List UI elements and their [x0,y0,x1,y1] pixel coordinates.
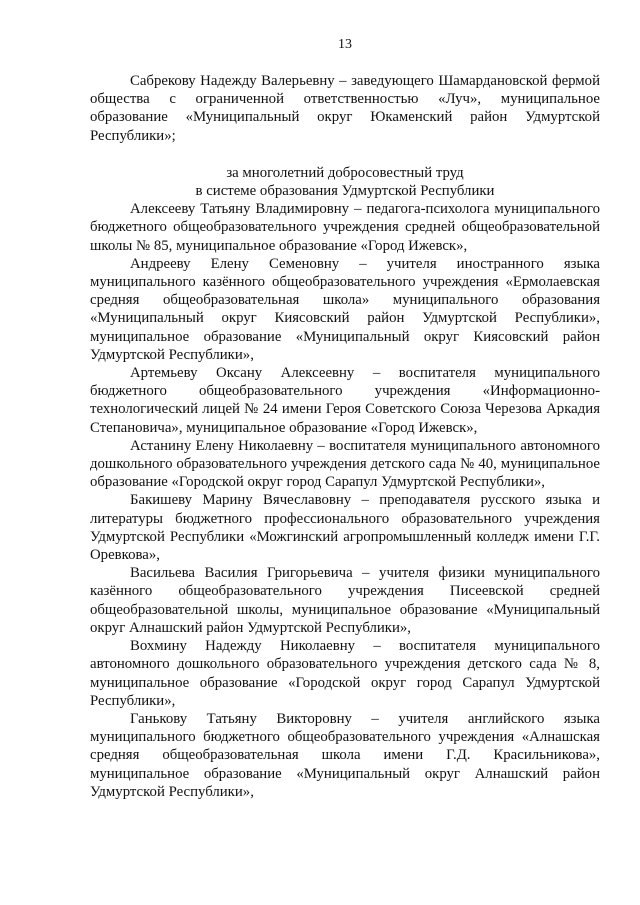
section-heading-line-2: в системе образования Удмуртской Республики [195,183,495,200]
page-number: 13 [338,37,352,52]
awardee-paragraph: Артемьеву Оксану Алексеевну – воспитателя муниципального бюджетного общеобразовательного учреждения «Информационно-технологический лицей № 24 имени Героя Советского Союза Черезова Аркадия Степановича», муниципальное образование «Город Ижевск», [90,365,600,436]
awardee-paragraph: Бакишеву Марину Вячеславовну – преподавателя русского языка и литературы бюджетного профессионального образовательного учреждения Удмуртской Республики «Можгинский агропромышленный колледж имени Г.Г. Оревкова», [90,492,600,564]
awardee-paragraph: Васильева Василия Григорьевича – учителя физики муниципального казённого общеобразовательного учреждения Писеевской средней общеобразовательной школы, муниципальное образование «Муниципальный округ Алнашский район Удмуртской Республики», [90,565,600,636]
awardee-paragraph: Ганькову Татьяну Викторовну – учителя английского языка муниципального бюджетного общеобразовательного учреждения «Алнашская средняя общеобразовательная школа имени Г.Д. Красильникова», муниципальное образование «Муниципальный округ Алнашский район Удмуртской Республики», [90,710,600,800]
intro-paragraph: Сабрекову Надежду Валерьевну – заведующего Шамардановской фермой общества с ограниченной ответственностью «Луч», муниципальное образование «Муниципальный округ Юкаменский район Удмуртской Республики»; [90,73,600,144]
awardee-paragraph: Астанину Елену Николаевну – воспитателя муниципального автономного дошкольного образовательного учреждения детского сада № 40, муниципальное образование «Городской округ город Сарапул Удмуртской Республики», [90,437,600,491]
section-heading [90,164,600,200]
awardee-paragraph: Алексееву Татьяну Владимировну – педагога-психолога муниципального бюджетного общеобразовательного учреждения средней общеобразовательной школы № 85, муниципальное образование «Город Ижевск», [90,201,600,254]
section-heading-line-1: за многолетний добросовестный труд [226,164,464,181]
document-body [90,72,600,801]
document-page [90,0,600,905]
awardee-paragraph: Андрееву Елену Семеновну – учителя иностранного языка муниципального казённого общеобразовательного учреждения «Ермолаевская средняя общеобразовательная школа» муниципального образования «Муниципальный округ Киясовский район Удмуртской Республики», муниципальное образование «Муниципальный округ Киясовский район Удмуртской Республики», [90,255,600,363]
awardee-paragraph: Вохмину Надежду Николаевну – воспитателя муниципального автономного дошкольного образовательного учреждения детского сада № 8, муниципальное образование «Городской округ город Сарапул Удмуртской Республики», [90,638,600,709]
